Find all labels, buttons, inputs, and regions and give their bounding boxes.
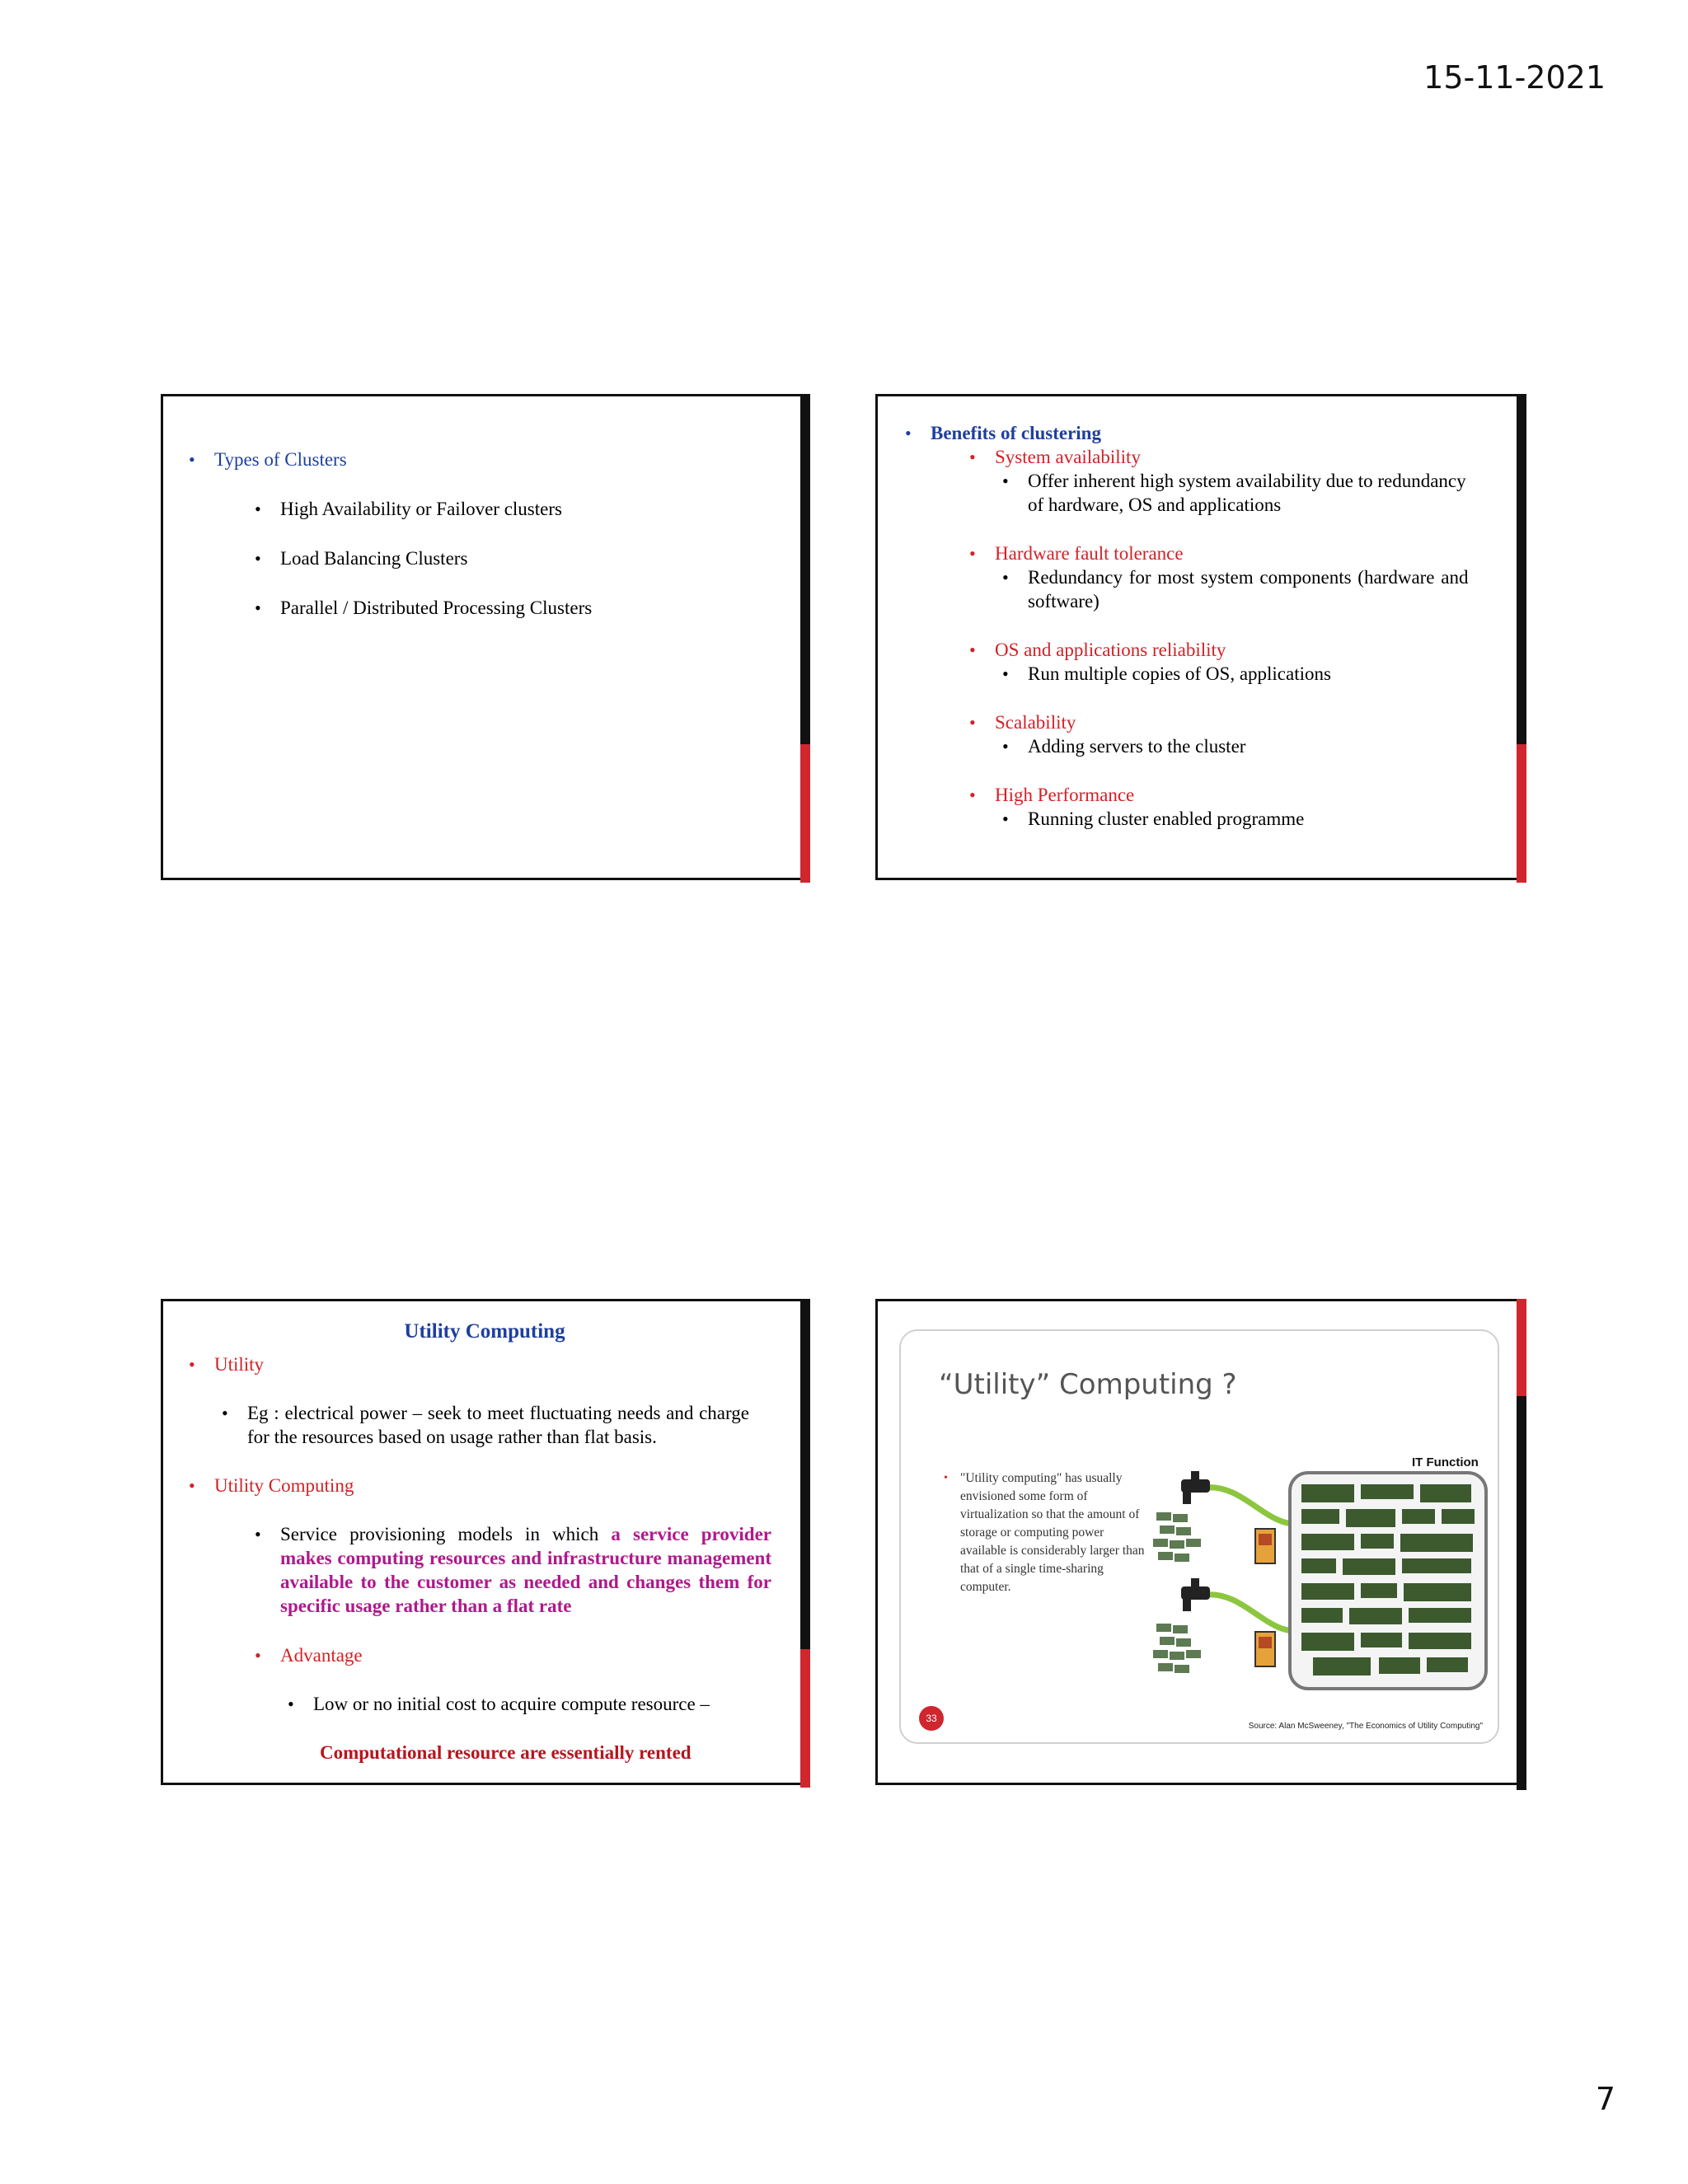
list-item: • High Availability or Failover clusters [255, 499, 562, 519]
benefit-detail: • Run multiple copies of OS, applications [1002, 663, 1331, 684]
benefit-detail: • Adding servers to the cluster [1002, 736, 1246, 757]
page-number: 7 [1595, 2081, 1615, 2117]
source-citation: Source: Alan McSweeney, "The Economics of Utility Computing" [1248, 1722, 1483, 1731]
benefit-title: • Scalability [969, 712, 1076, 733]
benefit-detail-cont: software) [1028, 591, 1100, 612]
list-item: • Load Balancing Clusters [255, 548, 468, 569]
benefit-detail: • Running cluster enabled programme [1002, 808, 1305, 829]
it-function-label: IT Function [1412, 1455, 1479, 1469]
header-date: 15-11-2021 [1423, 59, 1606, 96]
list-item: • Parallel / Distributed Processing Clusters [255, 598, 593, 618]
benefit-detail: • Offer inherent high system availability due to redundancy [1002, 471, 1466, 491]
picture-title: “Utility” Computing ? [939, 1368, 1237, 1401]
advantage-heading: • Advantage [255, 1645, 363, 1666]
advantage-text: • Low or no initial cost to acquire compute resource – [288, 1694, 710, 1714]
picture-frame [899, 1329, 1499, 1744]
slide-title: Utility Computing [404, 1320, 565, 1343]
slide-types-of-clusters [161, 394, 810, 880]
slide-number-badge: 33 [919, 1706, 944, 1731]
benefit-title: • Hardware fault tolerance [969, 543, 1184, 564]
benefit-title: • High Performance [969, 785, 1135, 805]
uc-heading: • Utility Computing [189, 1475, 354, 1496]
benefit-detail: • Redundancy for most system components (hardware and [1002, 567, 1469, 588]
slide-benefits-of-clustering [875, 394, 1526, 880]
uc-highlight: a service provider makes computing resources and infrastructure management available to the customer as needed and changes them for specific usage rather than a flat rate [280, 1524, 771, 1616]
tap-icon [1181, 1578, 1210, 1611]
slide-utility-computing [161, 1299, 810, 1785]
uc-description: • Service provisioning models in which a service provider makes computing resources and infrastructure management available to the customer as needed and changes them for specific usage rather than a flat rate [255, 1524, 771, 1616]
slide-utility-computing-picture [875, 1299, 1526, 1785]
benefit-detail-cont: of hardware, OS and applications [1028, 494, 1282, 515]
benefit-title: • System availability [969, 447, 1141, 467]
types-heading: • Types of Clusters [189, 449, 347, 470]
advantage-conclusion: Computational resource are essentially rented [320, 1742, 692, 1763]
utility-example: • Eg : electrical power – seek to meet fluctuating needs and charge [222, 1403, 749, 1423]
utility-heading: • Utility [189, 1354, 265, 1375]
tap-icon [1181, 1471, 1210, 1504]
picture-description: • "Utility computing" has usually envisioned some form of virtualization so that the amount of storage or computing power available is considerably larger than that of a single time-sharing computer. [944, 1471, 1145, 1594]
utility-example-cont: for the resources based on usage rather than flat basis. [247, 1427, 657, 1447]
benefit-title: • OS and applications reliability [969, 640, 1226, 660]
benefits-heading: • Benefits of clustering [905, 423, 1101, 443]
utility-illustration [1148, 1446, 1494, 1694]
